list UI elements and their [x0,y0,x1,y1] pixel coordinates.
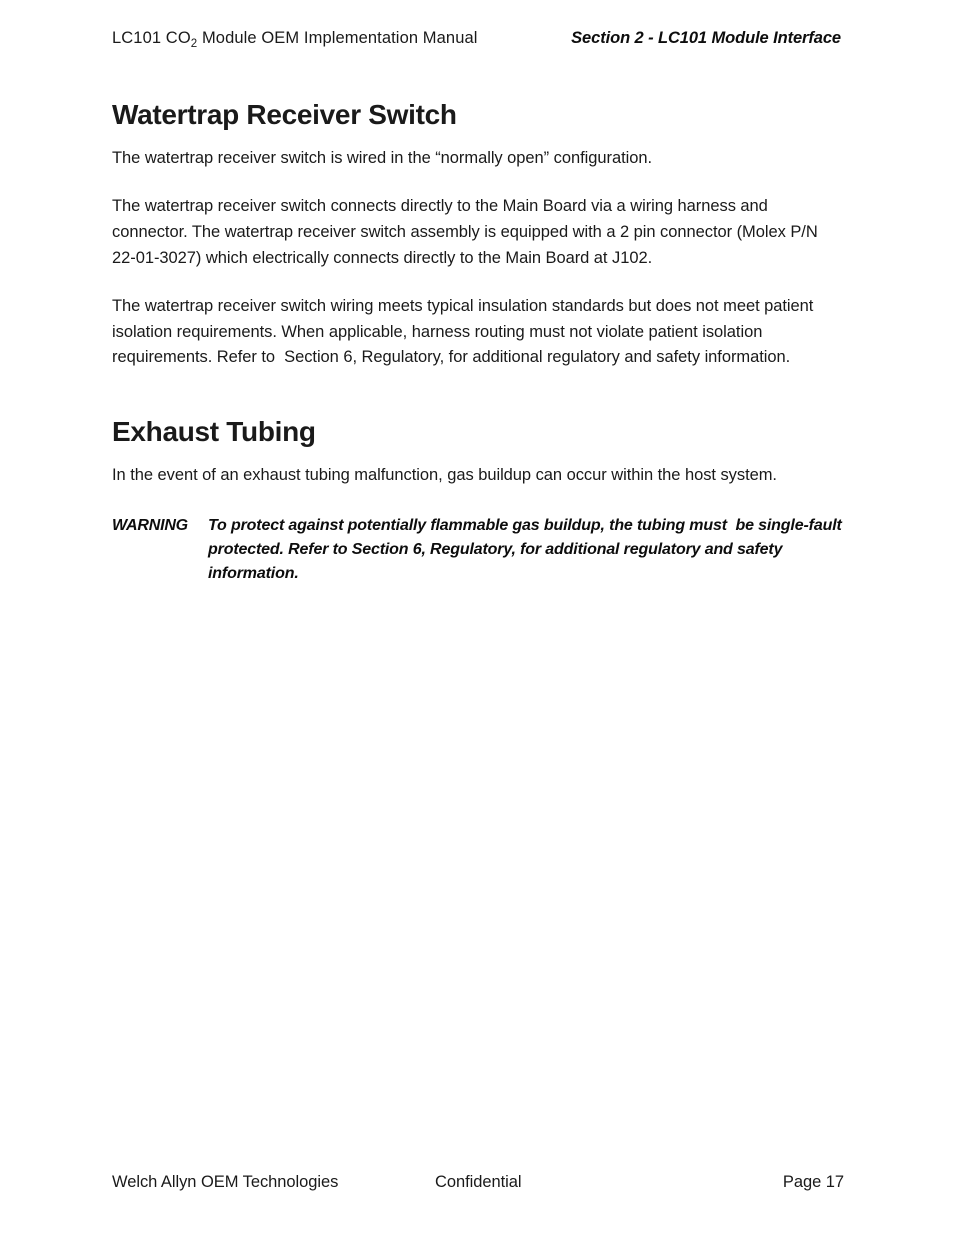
header-section-title: Section 2 - LC101 Module Interface [571,29,841,47]
header-subscript-2: 2 [190,37,198,50]
warning-callout [112,514,844,586]
warning-text: To protect against potentially flammable gas buildup, the tubing must be single-fault protected. Refer to Section 6, Regulatory, for additional regulatory and safety information. [208,517,846,583]
paragraph-watertrap-main-board-connection: The watertrap receiver switch connects directly to the Main Board via a wiring harness and connector. The watertrap receiver switch assembly is equipped with a 2 pin connector (Molex P/N 22-01-3027) which electrically connects directly to the Main Board at J102. [112,197,823,267]
paragraph-watertrap-insulation-isolation: The watertrap receiver switch wiring meets typical insulation standards but does not meet patient isolation requirements. When applicable, harness routing must not violate patient isolation requirements. Refer to Section 6, Regulatory, for additional regulatory and safety information. [112,297,818,367]
page-footer [112,1173,844,1195]
page-header [112,29,841,53]
warning-label: WARNING [112,517,188,535]
header-manual-title-prefix: LC101 CO [112,29,191,47]
footer-company: Welch Allyn OEM Technologies [112,1173,339,1191]
footer-page-number: Page 17 [782,1173,844,1191]
section-heading-exhaust-tubing: Exhaust Tubing [112,415,316,447]
paragraph-exhaust-tubing-malfunction: In the event of an exhaust tubing malfunction, gas buildup can occur within the host system. [112,465,777,484]
document-body [112,100,844,586]
header-manual-title [112,29,478,48]
header-manual-title-suffix: Module OEM Implementation Manual [197,29,478,47]
footer-confidentiality: Confidential [435,1173,522,1191]
paragraph-watertrap-normally-open: The watertrap receiver switch is wired in the “normally open” configuration. [112,148,653,167]
section-heading-watertrap-receiver-switch: Watertrap Receiver Switch [112,99,457,130]
